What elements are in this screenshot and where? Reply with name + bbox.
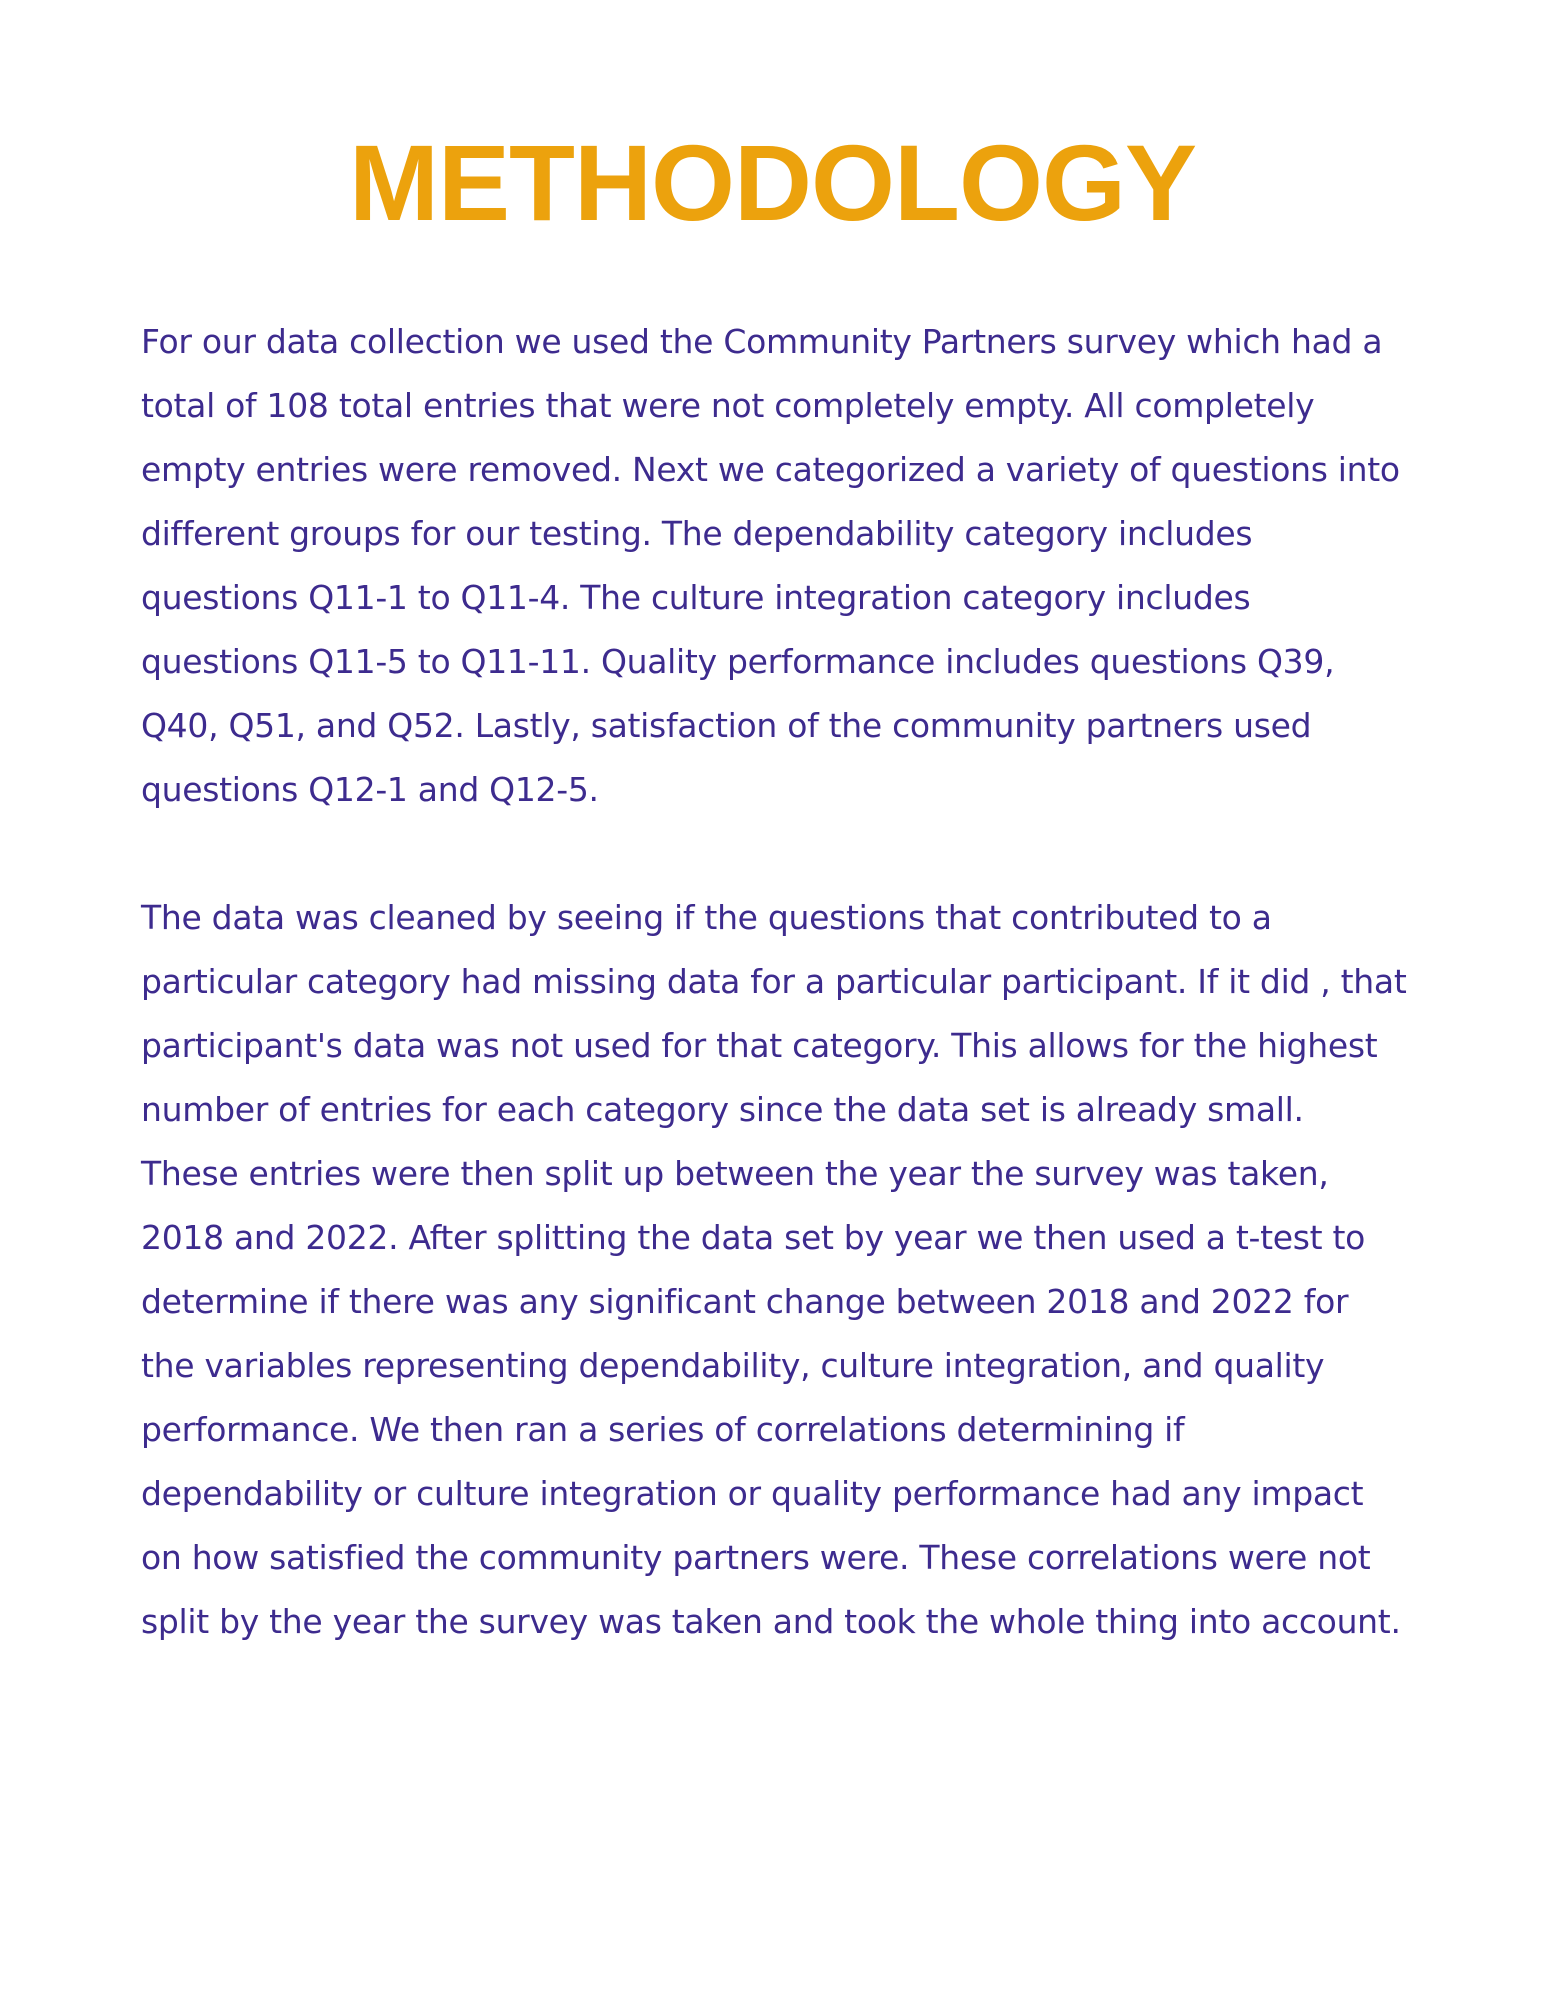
- paragraph-data-collection: For our data collection we used the Community Partners survey which had a total of 108 total entries that were not completely empty. All completely empty entries were removed. Next we categorized a variety of questions into different groups for our testing. The dependability category includes questions Q11-1 to Q11-4. The culture integration category includes questions Q11-5 to Q11-11. Quality performance includes questions Q39, Q40, Q51, and Q52. Lastly, satisfaction of the community partners used questions Q12-1 and Q12-5.: [141, 322, 1400, 809]
- paragraph-data-cleaning: The data was cleaned by seeing if the questions that contributed to a particular category had missing data for a particular participant. If it did , that participant's data was not used for that category. This allows for the highest number of entries for each category since the data set is already small. These entries were then split up between the year the survey was taken, 2018 and 2022. After splitting the data set by year we then used a t-test to determine if there was any significant change between 2018 and 2022 for the variables representing dependability, culture integration, and quality performance. We then ran a series of correlations determining if dependability or culture integration or quality performance had any impact on how satisfied the community partners were. These correlations were not split by the year the survey was taken and took the whole thing into account.: [141, 898, 1407, 1641]
- page-title: METHODOLOGY: [349, 122, 1196, 243]
